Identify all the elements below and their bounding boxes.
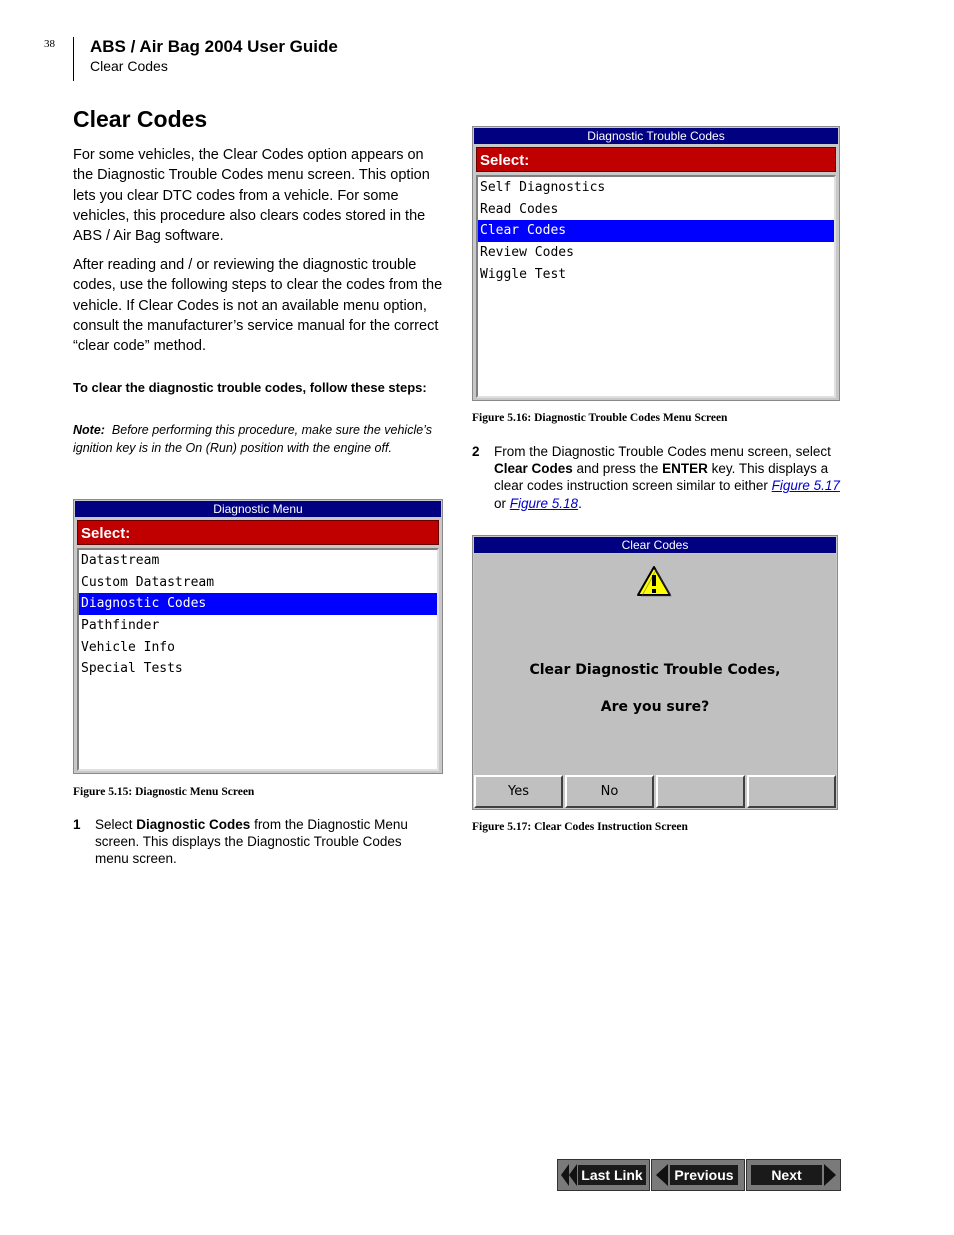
menu-item-datastream[interactable]: Datastream [81, 553, 160, 568]
menu-item-diagnostic-codes[interactable]: Diagnostic Codes [79, 593, 437, 615]
last-link-button[interactable] [557, 1159, 650, 1191]
figure-5-18-link[interactable]: Figure 5.18 [509, 495, 579, 511]
screen-title: Diagnostic Trouble Codes [474, 128, 838, 144]
intro-paragraph: For some vehicles, the Clear Codes option appears on the Diagnostic Trouble Codes menu screen. This option lets you clear DTC codes from a vehicle. For some vehicles, this procedure also clears codes stored in the ABS / Air Bag software. [73, 147, 430, 245]
menu-list [77, 548, 439, 771]
step-text: From the Diagnostic Trouble Codes menu screen, select Clear Codes and press the ENTER key. This displays a clear codes instruction screen similar to either Figure 5.17 or Figure 5.18. [494, 444, 840, 511]
next-button[interactable] [746, 1159, 841, 1191]
figure-5-17-link[interactable]: Figure 5.17 [771, 478, 840, 494]
screen-title: Diagnostic Menu [75, 501, 441, 517]
select-bar: Select: [77, 520, 439, 545]
previous-button[interactable] [651, 1159, 745, 1191]
menu-item-vehicle-info[interactable]: Vehicle Info [81, 639, 175, 655]
left-arrow-icon [654, 1163, 670, 1187]
page-heading: Clear Codes [73, 106, 208, 132]
header-divider [73, 37, 74, 81]
button-bar [474, 775, 836, 808]
blank-button-4[interactable] [747, 775, 836, 808]
menu-item-wiggle-test[interactable]: Wiggle Test [480, 266, 567, 282]
last-link-label: Last Link [578, 1165, 646, 1185]
step-2 [472, 443, 842, 515]
blank-button-3[interactable] [656, 775, 745, 808]
diagnostic-menu-screen [73, 499, 443, 774]
menu-list [476, 175, 836, 398]
yes-button[interactable]: Yes [474, 775, 563, 808]
step-number: 1 [73, 817, 81, 832]
screen-title: Clear Codes [474, 537, 836, 553]
figure-caption: Figure 5.16: Diagnostic Trouble Codes Menu Screen [472, 412, 728, 424]
select-bar: Select: [476, 147, 836, 172]
step-text: Select Diagnostic Codes from the Diagnostic Menu screen. This displays the Diagnostic Trouble Codes menu screen. [95, 817, 408, 867]
step-number: 2 [472, 444, 480, 459]
next-label: Next [751, 1165, 822, 1185]
menu-item-self-diagnostics[interactable]: Self Diagnostics [480, 180, 606, 195]
menu-item-review-codes[interactable]: Review Codes [480, 245, 574, 261]
steps-heading: To clear the diagnostic trouble codes, follow these steps: [73, 380, 427, 395]
note [73, 422, 433, 457]
previous-label: Previous [670, 1165, 738, 1185]
confirm-message: Clear Diagnostic Trouble Codes, [529, 662, 781, 678]
section-name: Clear Codes [90, 58, 168, 74]
step-1 [73, 816, 433, 870]
figure-caption: Figure 5.15: Diagnostic Menu Screen [73, 786, 255, 798]
note-text: Before performing this procedure, make sure the vehicle’s ignition key is in the On (Run) position with the engine off. [73, 423, 432, 455]
right-arrow-icon [822, 1163, 838, 1187]
menu-item-special-tests[interactable]: Special Tests [81, 661, 183, 677]
confirm-question: Are you sure? [600, 699, 710, 715]
figure-caption: Figure 5.17: Clear Codes Instruction Screen [472, 821, 688, 833]
menu-item-custom-datastream[interactable]: Custom Datastream [81, 574, 215, 590]
instructions-paragraph: After reading and / or reviewing the diagnostic trouble codes, use the following steps to clear the codes from the vehicle. If Clear Codes is not an available menu option, consult the manufacturer’s service manual for the correct “clear code” method. [73, 257, 443, 355]
clear-codes-screen [472, 535, 838, 810]
menu-item-clear-codes[interactable]: Clear Codes [478, 220, 834, 242]
menu-item-read-codes[interactable]: Read Codes [480, 201, 559, 217]
dtc-menu-screen [472, 126, 840, 401]
warning-icon [636, 564, 672, 598]
page-number: 38 [44, 38, 55, 50]
note-label: Note: [73, 423, 105, 437]
menu-item-pathfinder[interactable]: Pathfinder [81, 618, 160, 634]
double-left-arrow-icon [560, 1163, 578, 1187]
confirmation-panel [474, 554, 836, 775]
no-button[interactable]: No [565, 775, 654, 808]
guide-title: ABS / Air Bag 2004 User Guide [90, 37, 338, 56]
